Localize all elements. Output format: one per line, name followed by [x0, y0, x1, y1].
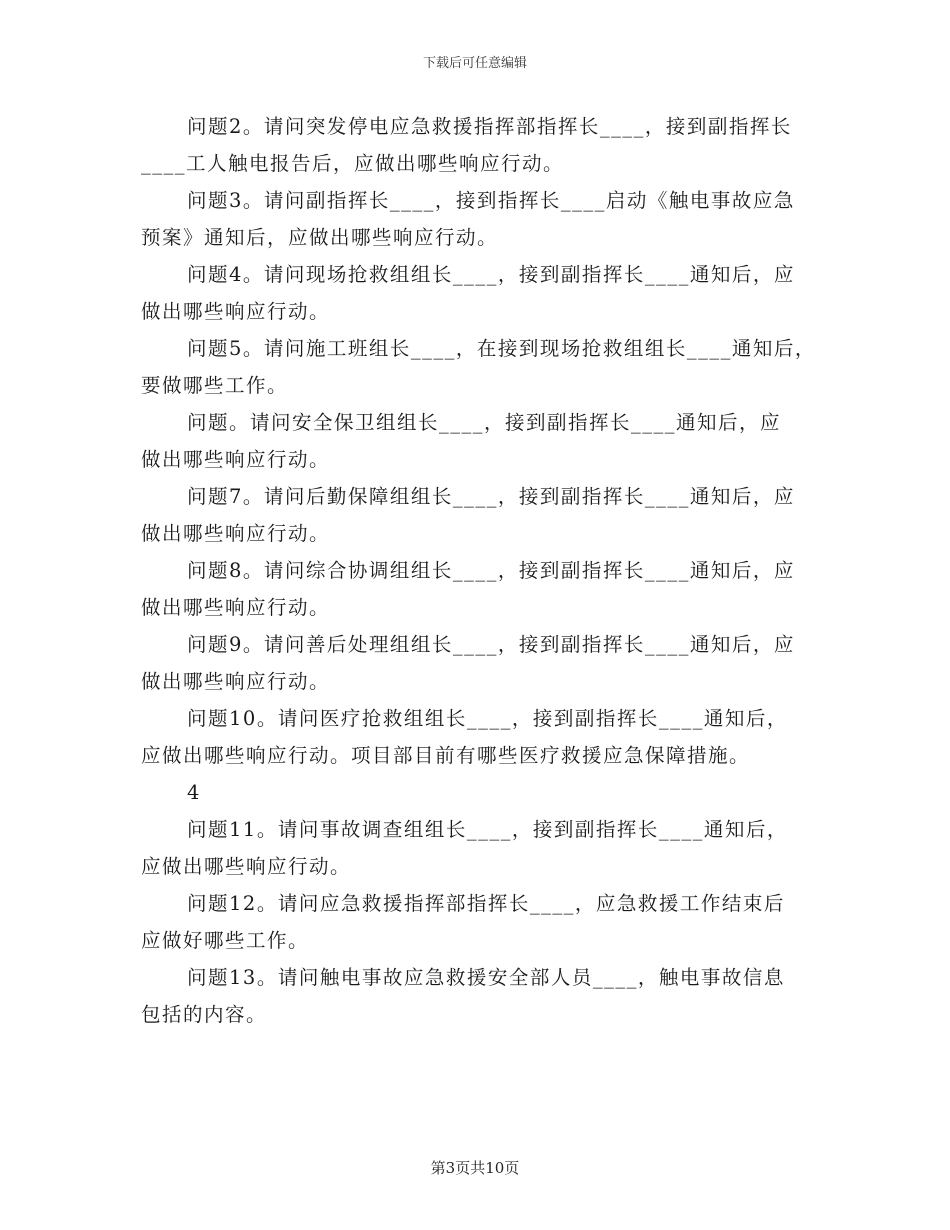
paragraph-line: 做出哪些响应行动。	[141, 448, 331, 471]
paragraph-line: 问题3。请问副指挥长____，接到指挥长____启动《触电事故应急	[187, 189, 795, 212]
paragraph-line: 问题11。请问事故调查组组长____，接到副指挥长____通知后，	[187, 818, 788, 841]
paragraph-line: 预案》通知后，应做出哪些响应行动。	[141, 226, 499, 249]
paragraph-line: 应做出哪些响应行动。项目部目前有哪些医疗救援应急保障措施。	[141, 744, 751, 767]
paragraph-line: 要做哪些工作。	[141, 374, 289, 397]
question-paragraph	[141, 885, 821, 959]
paragraph-line: 问题4。请问现场抢救组组长____，接到副指挥长____通知后，应	[187, 263, 795, 286]
question-paragraph	[141, 330, 821, 404]
page-header: 下载后可任意编辑	[422, 56, 527, 71]
question-paragraph	[141, 256, 821, 330]
paragraph-line: 应做出哪些响应行动。	[141, 855, 352, 878]
paragraph-line: 问题。请问安全保卫组组长____，接到副指挥长____通知后，应	[187, 411, 782, 434]
paragraph-line: 做出哪些响应行动。	[141, 596, 331, 619]
question-paragraph	[141, 811, 821, 885]
question-paragraph	[141, 182, 821, 256]
paragraph-line: 做出哪些响应行动。	[141, 670, 331, 693]
question-paragraph	[141, 404, 821, 478]
paragraph-line: 问题7。请问后勤保障组组长____，接到副指挥长____通知后，应	[187, 485, 795, 508]
page-number-marker	[141, 774, 821, 811]
question-paragraph	[141, 552, 821, 626]
paragraph-line: 包括的内容。	[141, 1003, 268, 1026]
paragraph-line: 问题2。请问突发停电应急救援指挥部指挥长____，接到副指挥长	[187, 115, 792, 138]
paragraph-line: 做出哪些响应行动。	[141, 300, 331, 323]
paragraph-line: 问题13。请问触电事故应急救援安全部人员____，触电事故信息	[187, 966, 785, 989]
document-body	[141, 108, 821, 1033]
question-paragraph	[141, 700, 821, 774]
paragraph-line: 问题8。请问综合协调组组长____，接到副指挥长____通知后，应	[187, 559, 795, 582]
paragraph-line: 应做好哪些工作。	[141, 929, 310, 952]
question-paragraph	[141, 959, 821, 1033]
page-footer: 第3页共10页	[430, 1159, 520, 1177]
paragraph-line: 做出哪些响应行动。	[141, 522, 331, 545]
question-paragraph	[141, 626, 821, 700]
paragraph-line: 问题9。请问善后处理组组长____，接到副指挥长____通知后，应	[187, 633, 795, 656]
paragraph-line: 问题12。请问应急救援指挥部指挥长____，应急救援工作结束后	[187, 892, 785, 915]
question-paragraph	[141, 478, 821, 552]
question-paragraph	[141, 108, 821, 182]
paragraph-line: 问题10。请问医疗抢救组组长____，接到副指挥长____通知后，	[187, 707, 788, 730]
paragraph-line: 4	[187, 781, 201, 804]
paragraph-line: 问题5。请问施工班组长____，在接到现场抢救组组长____通知后，	[187, 337, 816, 360]
paragraph-line: ____工人触电报告后，应做出哪些响应行动。	[141, 152, 565, 175]
